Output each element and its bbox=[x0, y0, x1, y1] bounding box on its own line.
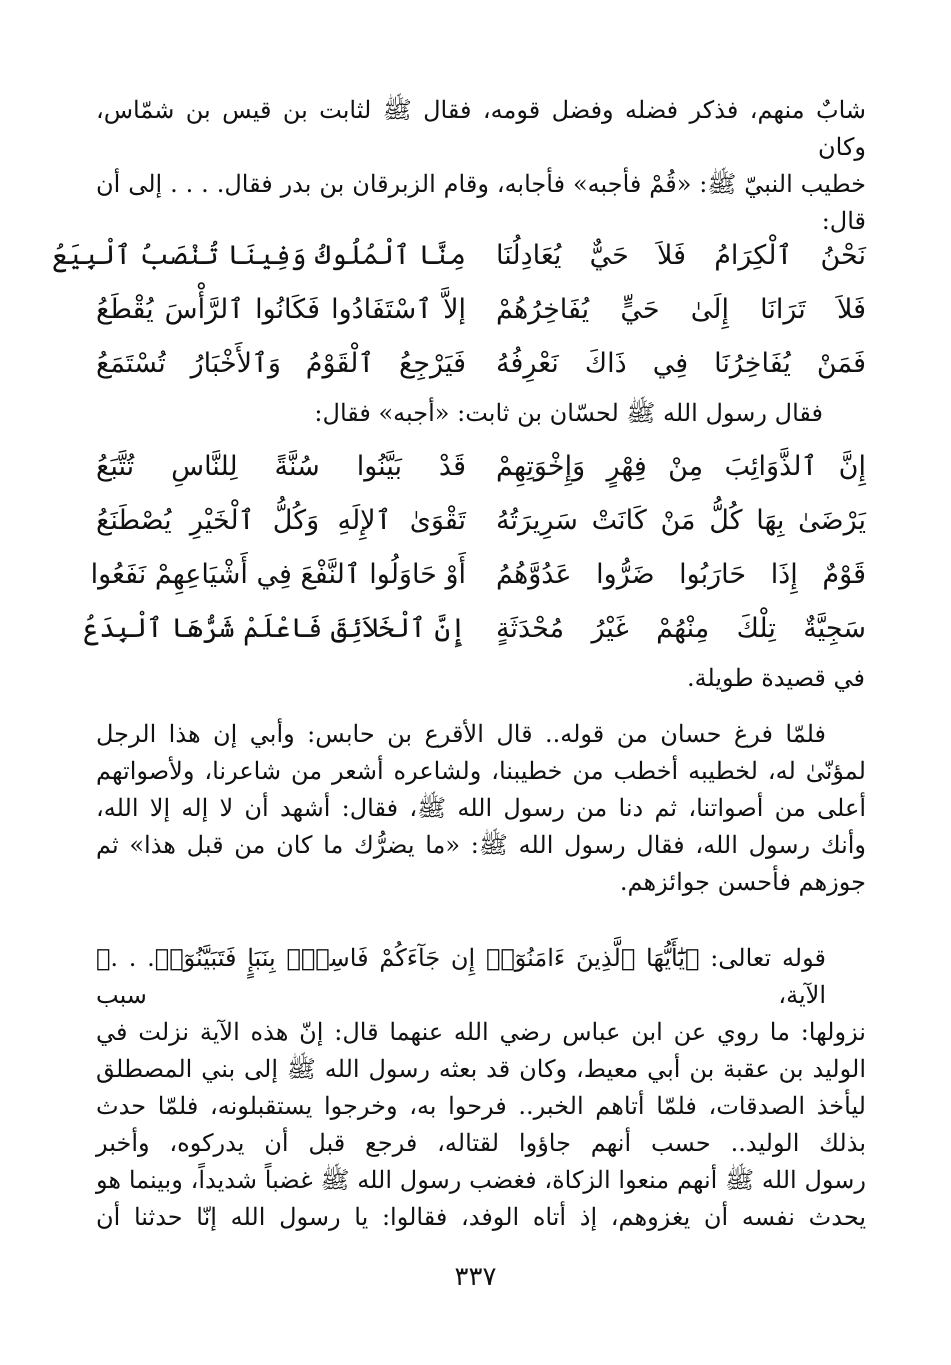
text-line: فلمّا فرغ حسان من قوله.. قال الأقرع بن حابس: وأبي إن هذا الرجل bbox=[96, 720, 826, 748]
text-line: نزولها: ما روي عن ابن عباس رضي الله عنهما قال: إنّ هذه الآية نزلت في bbox=[96, 1018, 866, 1046]
verse-first-hemistich: إِنَّ ٱلذَّوَائِبَ مِنْ فِهْرٍ وَإِخْوَتِهِمْ bbox=[496, 451, 866, 482]
text-line: لمؤنّىٰ له، لخطيبه أخطب من خطيبنا، ولشاعره أشعر من شاعرنا، ولأصواتهم bbox=[96, 757, 866, 785]
verse-row bbox=[90, 555, 866, 595]
verse-first-hemistich: يَرْضَىٰ بِهَا كُلُّ مَنْ كَانَتْ سَرِيرَتُهُ bbox=[496, 505, 866, 536]
verse-row bbox=[51, 236, 866, 276]
verse-second-hemistich: تَقْوَىٰ ٱلإِلَهِ وَكُلُّ ٱلْخَيْرِ يُصْطَنَعُ bbox=[96, 505, 466, 536]
poem-one bbox=[51, 236, 866, 398]
text-line: قال: bbox=[821, 207, 866, 235]
text-line: خطيب النبيّ ﷺ: «قُمْ فأجبه» فأجابه، وقام الزبرقان بن بدر فقال. . . . إلى أن bbox=[96, 170, 867, 198]
text-line: وأنك رسول الله، فقال رسول الله ﷺ: «ما يضرُّك ما كان من قبل هذا» ثم bbox=[96, 831, 866, 859]
verse-second-hemistich: إِنَّ ٱلْخَلاَئِقَ فَاعْلَمْ شَرُّهَا ٱلْبِدَعُ bbox=[83, 613, 466, 644]
verse-first-hemistich: نَحْنُ ٱلْكِرَامُ فَلاَ حَيٌّ يُعَادِلُنَا bbox=[496, 240, 866, 271]
paragraph-three bbox=[96, 940, 866, 1236]
verse-first-hemistich: فَمَنْ يُفَاخِرُنَا فِي ذَاكَ نَعْرِفُهُ bbox=[496, 348, 866, 379]
verse-row bbox=[96, 290, 866, 330]
text-line: رسول الله ﷺ أنهم منعوا الزكاة، فغضب رسول الله ﷺ غضباً شديداً، وبينما هو bbox=[96, 1166, 866, 1194]
verse-row bbox=[96, 447, 866, 487]
verse-first-hemistich: فَلاَ تَرَانَا إِلَىٰ حَيٍّ يُفَاخِرُهُمْ bbox=[496, 294, 866, 325]
paragraph-two bbox=[96, 716, 866, 901]
text-line: شابٌ منهم، فذكر فضله وفضل قومه، فقال ﷺ لثابت بن قيس بن شمّاس، وكان bbox=[96, 96, 866, 161]
transition-line: فقال رسول الله ﷺ لحسّان بن ثابت: «أجبه» فقال: bbox=[314, 399, 823, 427]
text-line: الوليد بن عقبة بن أبي معيط، وكان قد بعثه رسول الله ﷺ إلى بني المصطلق bbox=[96, 1055, 867, 1083]
text-line: ليأخذ الصدقات، فلمّا أتاهم الخبر.. فرحوا به، وخرجوا يستقبلونه، فلمّا حدث bbox=[96, 1092, 866, 1120]
verse-row bbox=[83, 609, 866, 649]
text-line: جوزهم فأحسن جوائزهم. bbox=[619, 868, 866, 896]
verse-second-hemistich: مِنَّا ٱلْمُلُوكُ وَفِينَا تُنْصَبُ ٱلْبِيَعُ bbox=[51, 240, 466, 271]
text-line: يحدث نفسه أن يغزوهم، إذ أتاه الوفد، فقالوا: يا رسول الله إنّا حدثنا أن bbox=[96, 1203, 866, 1231]
text-line: بذلك الوليد.. حسب أنهم جاؤوا لقتاله، فرجع قبل أن يدركوه، وأخبر bbox=[96, 1129, 866, 1157]
poem-two bbox=[83, 447, 866, 663]
poem-note: في قصيدة طويلة. bbox=[686, 664, 865, 692]
page-number: ٣٣٧ bbox=[454, 1262, 497, 1292]
verse-row bbox=[96, 501, 866, 541]
verse-first-hemistich: سَجِيَّةٌ تِلْكَ مِنْهُمْ غَيْرُ مُحْدَثَةٍ bbox=[496, 613, 866, 644]
verse-second-hemistich: أَوْ حَاوَلُوا ٱلنَّفْعَ فِي أَشْيَاعِهِمْ نَفَعُوا bbox=[90, 559, 466, 590]
text-line: أعلى من أصواتنا، ثم دنا من رسول الله ﷺ، فقال: أشهد أن لا إله إلا الله، bbox=[96, 794, 866, 822]
text-line: قوله تعالى: ﴿يَٰٓأَيُّهَا ٱلَّذِينَ ءَامَنُوٓا۟ إِن جَآءَكُمْ فَاسِقٌۢ بِنَبَإٍ فَتَبَيَّنُوٓا۟. . .﴾ الآية، سبب bbox=[96, 944, 826, 1009]
verse-second-hemistich: إلاَّ ٱسْتَفَادُوا فَكَانُوا ٱلرَّأْسَ يُقْطَعُ bbox=[96, 294, 466, 325]
intro-paragraph bbox=[96, 92, 866, 240]
verse-second-hemistich: فَيَرْجِعُ ٱلْقَوْمُ وَٱلأَخْبَارُ تُسْتَمَعُ bbox=[96, 348, 466, 379]
verse-second-hemistich: قَدْ بَيَّنُوا سُنَّةً لِلنَّاسِ تُتَّبَعُ bbox=[96, 451, 466, 482]
verse-row bbox=[96, 344, 866, 384]
verse-first-hemistich: قَوْمٌ إِذَا حَارَبُوا ضَرُّوا عَدُوَّهُمُ bbox=[496, 559, 866, 590]
